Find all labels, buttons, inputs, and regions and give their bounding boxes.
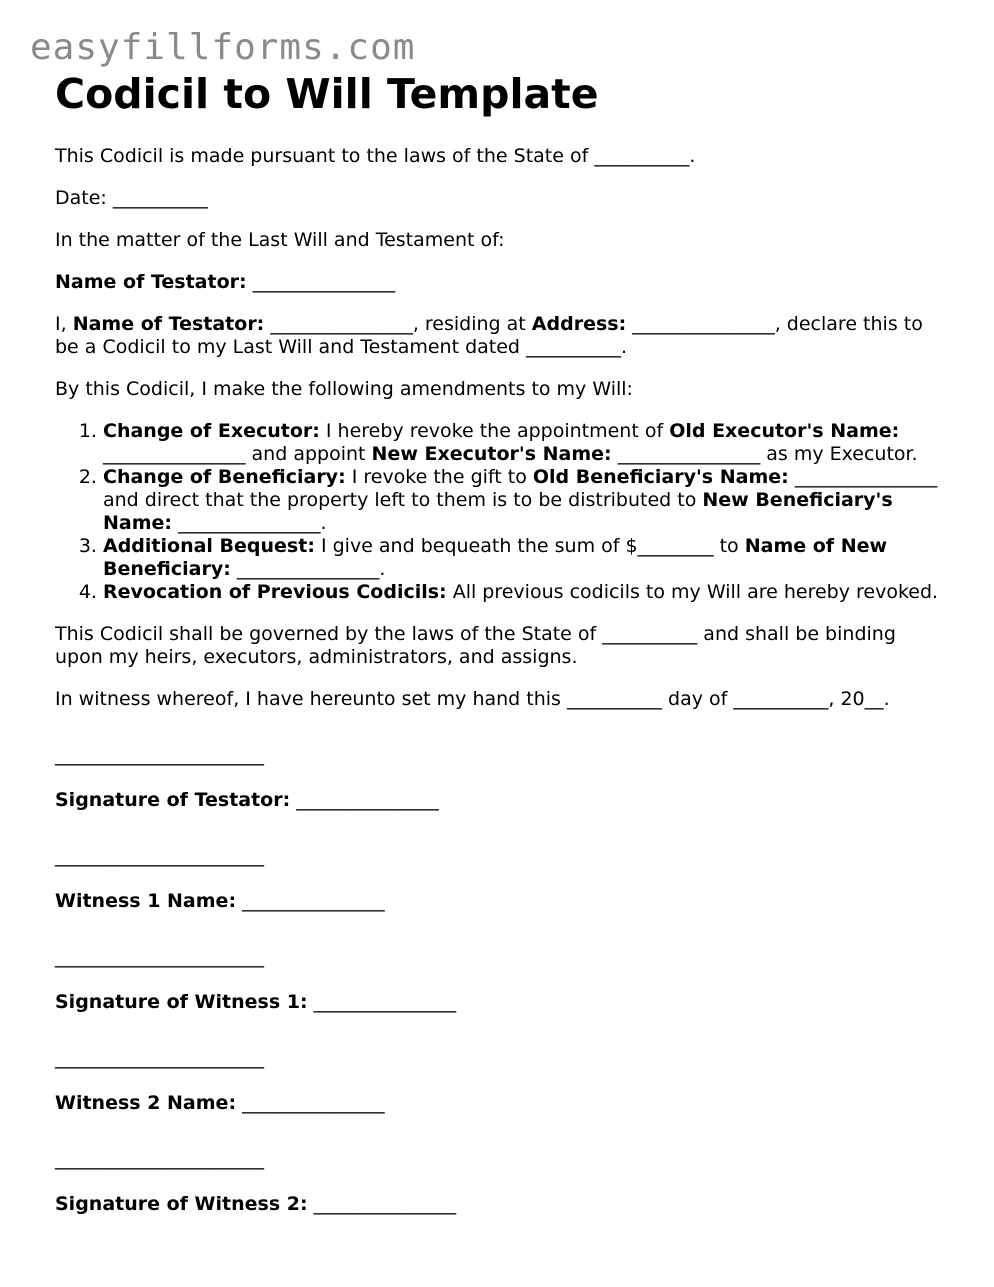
witness2-signature-label: Signature of Witness 2: <box>55 1193 308 1216</box>
testator-name-label: Name of Testator: <box>55 271 247 294</box>
amendments-list <box>55 420 945 604</box>
testator-signature-field <box>55 789 945 812</box>
item-bold: New Executor's Name: <box>371 443 612 466</box>
item-bold: Old Executor's Name: <box>669 420 900 443</box>
signature-line: ______________________ <box>55 1047 264 1070</box>
list-item <box>103 420 945 466</box>
field-blank: _______________ <box>307 991 457 1014</box>
governed-paragraph: This Codicil shall be governed by the laws of the State of __________ and shall be binding upon my heirs, executors, administrators, and assigns. <box>55 623 896 669</box>
date-paragraph: Date: __________ <box>55 187 208 210</box>
item-bold: New Beneficiary's Name: <box>103 489 893 535</box>
item-label: Change of Beneficiary: <box>103 466 346 489</box>
list-item <box>103 535 945 581</box>
amendments-intro: By this Codicil, I make the following amendments to my Will: <box>55 378 633 401</box>
declaration-paragraph <box>55 313 945 359</box>
item-label: Change of Executor: <box>103 420 320 443</box>
decl-address-label: Address: <box>531 313 627 336</box>
item-text: All previous codicils to my Will are hereby revoked. <box>446 581 939 604</box>
decl-text: _______________, declare this to be a Codicil to my Last Will and Testament dated __________. <box>55 313 923 359</box>
decl-name-label: Name of Testator: <box>72 313 265 336</box>
item-label: Additional Bequest: <box>103 535 315 558</box>
witness1-signature-label: Signature of Witness 1: <box>55 991 308 1014</box>
state-paragraph: This Codicil is made pursuant to the laws of the State of __________. <box>55 145 696 168</box>
item-text: _______________ as my Executor. <box>611 443 918 466</box>
signature-line: ______________________ <box>55 946 264 969</box>
list-item <box>103 581 945 604</box>
signature-line: ______________________ <box>55 845 264 868</box>
decl-text: I, <box>55 313 73 336</box>
item-bold: Old Beneficiary's Name: <box>532 466 789 489</box>
item-text: _______________. <box>172 512 327 535</box>
testator-signature-label: Signature of Testator: <box>55 789 291 812</box>
signature-line: ______________________ <box>55 1148 264 1171</box>
witness2-name-field <box>55 1092 945 1115</box>
page-title: Codicil to Will Template <box>55 70 599 118</box>
witness1-name-label: Witness 1 Name: <box>55 890 237 913</box>
field-blank: _______________ <box>290 789 439 812</box>
decl-text: _______________, residing at <box>264 313 532 336</box>
item-text: I give and bequeath the sum of $________ to <box>314 535 745 558</box>
witness1-signature-field <box>55 991 945 1014</box>
field-blank: _______________ <box>236 1092 385 1115</box>
witness1-name-field <box>55 890 945 913</box>
item-text: _______________ and direct that the property left to them is to be distributed to <box>103 466 938 512</box>
item-text: I revoke the gift to <box>345 466 533 489</box>
witness2-signature-field <box>55 1193 945 1216</box>
document-body <box>55 70 945 1237</box>
item-bold: Name of New Beneficiary: <box>103 535 888 581</box>
item-text: _______________ and appoint <box>103 443 372 466</box>
list-item <box>103 466 945 535</box>
testator-name-field <box>55 271 945 294</box>
field-blank: _______________ <box>236 890 385 913</box>
witness-paragraph: In witness whereof, I have hereunto set my hand this __________ day of __________, 20__. <box>55 688 890 711</box>
signature-line: ______________________ <box>55 744 264 767</box>
field-blank: _______________ <box>307 1193 457 1216</box>
witness2-name-label: Witness 2 Name: <box>55 1092 237 1115</box>
item-label: Revocation of Previous Codicils: <box>103 581 447 604</box>
watermark: easyfillforms.com <box>30 27 416 68</box>
item-text: _______________. <box>230 558 386 581</box>
matter-paragraph: In the matter of the Last Will and Testament of: <box>55 229 505 252</box>
item-text: I hereby revoke the appointment of <box>319 420 670 443</box>
testator-name-blank: _______________ <box>246 271 396 294</box>
